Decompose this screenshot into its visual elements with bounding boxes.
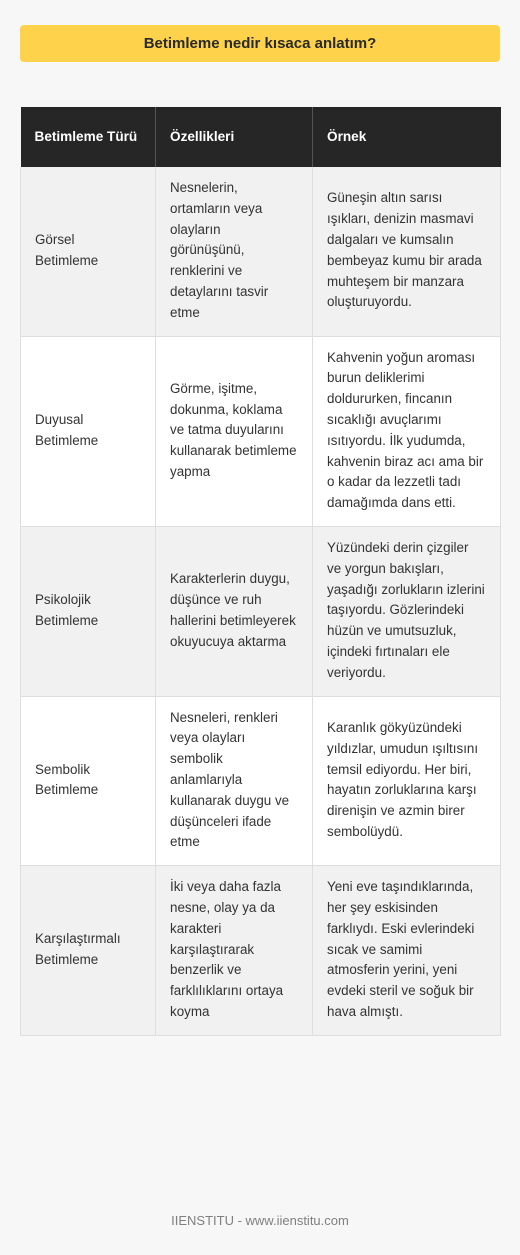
cell-type: Duyusal Betimleme — [21, 336, 156, 526]
table-row — [21, 336, 501, 526]
header-example: Örnek — [313, 107, 501, 167]
table-header-row — [21, 107, 501, 167]
cell-example: Güneşin altın sarısı ışıkları, denizin masmavi dalgaları ve kumsalın bembeyaz kumu bir arada muhteşem bir manzara oluşturuyordu. — [313, 167, 501, 336]
cell-type: Sembolik Betimleme — [21, 696, 156, 866]
cell-type: Görsel Betimleme — [21, 167, 156, 336]
table-row — [21, 167, 501, 336]
table-row — [21, 696, 501, 866]
cell-type: Karşılaştırmalı Betimleme — [21, 866, 156, 1036]
page-title: Betimleme nedir kısaca anlatım? — [20, 25, 500, 62]
footer-credit: IIENSTITU - www.iienstitu.com — [171, 1213, 349, 1228]
table-row — [21, 866, 501, 1036]
cell-features: Karakterlerin duygu, düşünce ve ruh hallerini betimleyerek okuyucuya aktarma — [156, 526, 313, 696]
cell-example: Kahvenin yoğun aroması burun deliklerimi doldururken, fincanın sıcaklığı avuçlarımı ısıtıyordu. İlk yudumda, kahvenin biraz acı ama bir o kadar da lezzetli tadı damağımda dans etti. — [313, 336, 501, 526]
betimleme-table — [20, 107, 501, 1036]
header-type: Betimleme Türü — [21, 107, 156, 167]
cell-features: Nesneleri, renkleri veya olayları sembolik anlamlarıyla kullanarak duygu ve düşünceleri ifade etme — [156, 696, 313, 866]
cell-type: Psikolojik Betimleme — [21, 526, 156, 696]
cell-example: Yeni eve taşındıklarında, her şey eskisinden farklıydı. Eski evlerindeki sıcak ve samimi atmosferin yerini, yeni evdeki steril ve soğuk bir hava almıştı. — [313, 866, 501, 1036]
cell-example: Yüzündeki derin çizgiler ve yorgun bakışları, yaşadığı zorlukların izlerini taşıyordu. Gözlerindeki hüzün ve umutsuzluk, içindeki fırtınaları ele veriyordu. — [313, 526, 501, 696]
header-features: Özellikleri — [156, 107, 313, 167]
table-row — [21, 526, 501, 696]
cell-example: Karanlık gökyüzündeki yıldızlar, umudun ışıltısını temsil ediyordu. Her biri, hayatın zorluklarına karşı direnişin ve azmin birer sembolüydü. — [313, 696, 501, 866]
cell-features: İki veya daha fazla nesne, olay ya da karakteri karşılaştırarak benzerlik ve farklılıklarını ortaya koyma — [156, 866, 313, 1036]
cell-features: Nesnelerin, ortamların veya olayların görünüşünü, renklerini ve detaylarını tasvir etme — [156, 167, 313, 336]
cell-features: Görme, işitme, dokunma, koklama ve tatma duyularını kullanarak betimleme yapma — [156, 336, 313, 526]
